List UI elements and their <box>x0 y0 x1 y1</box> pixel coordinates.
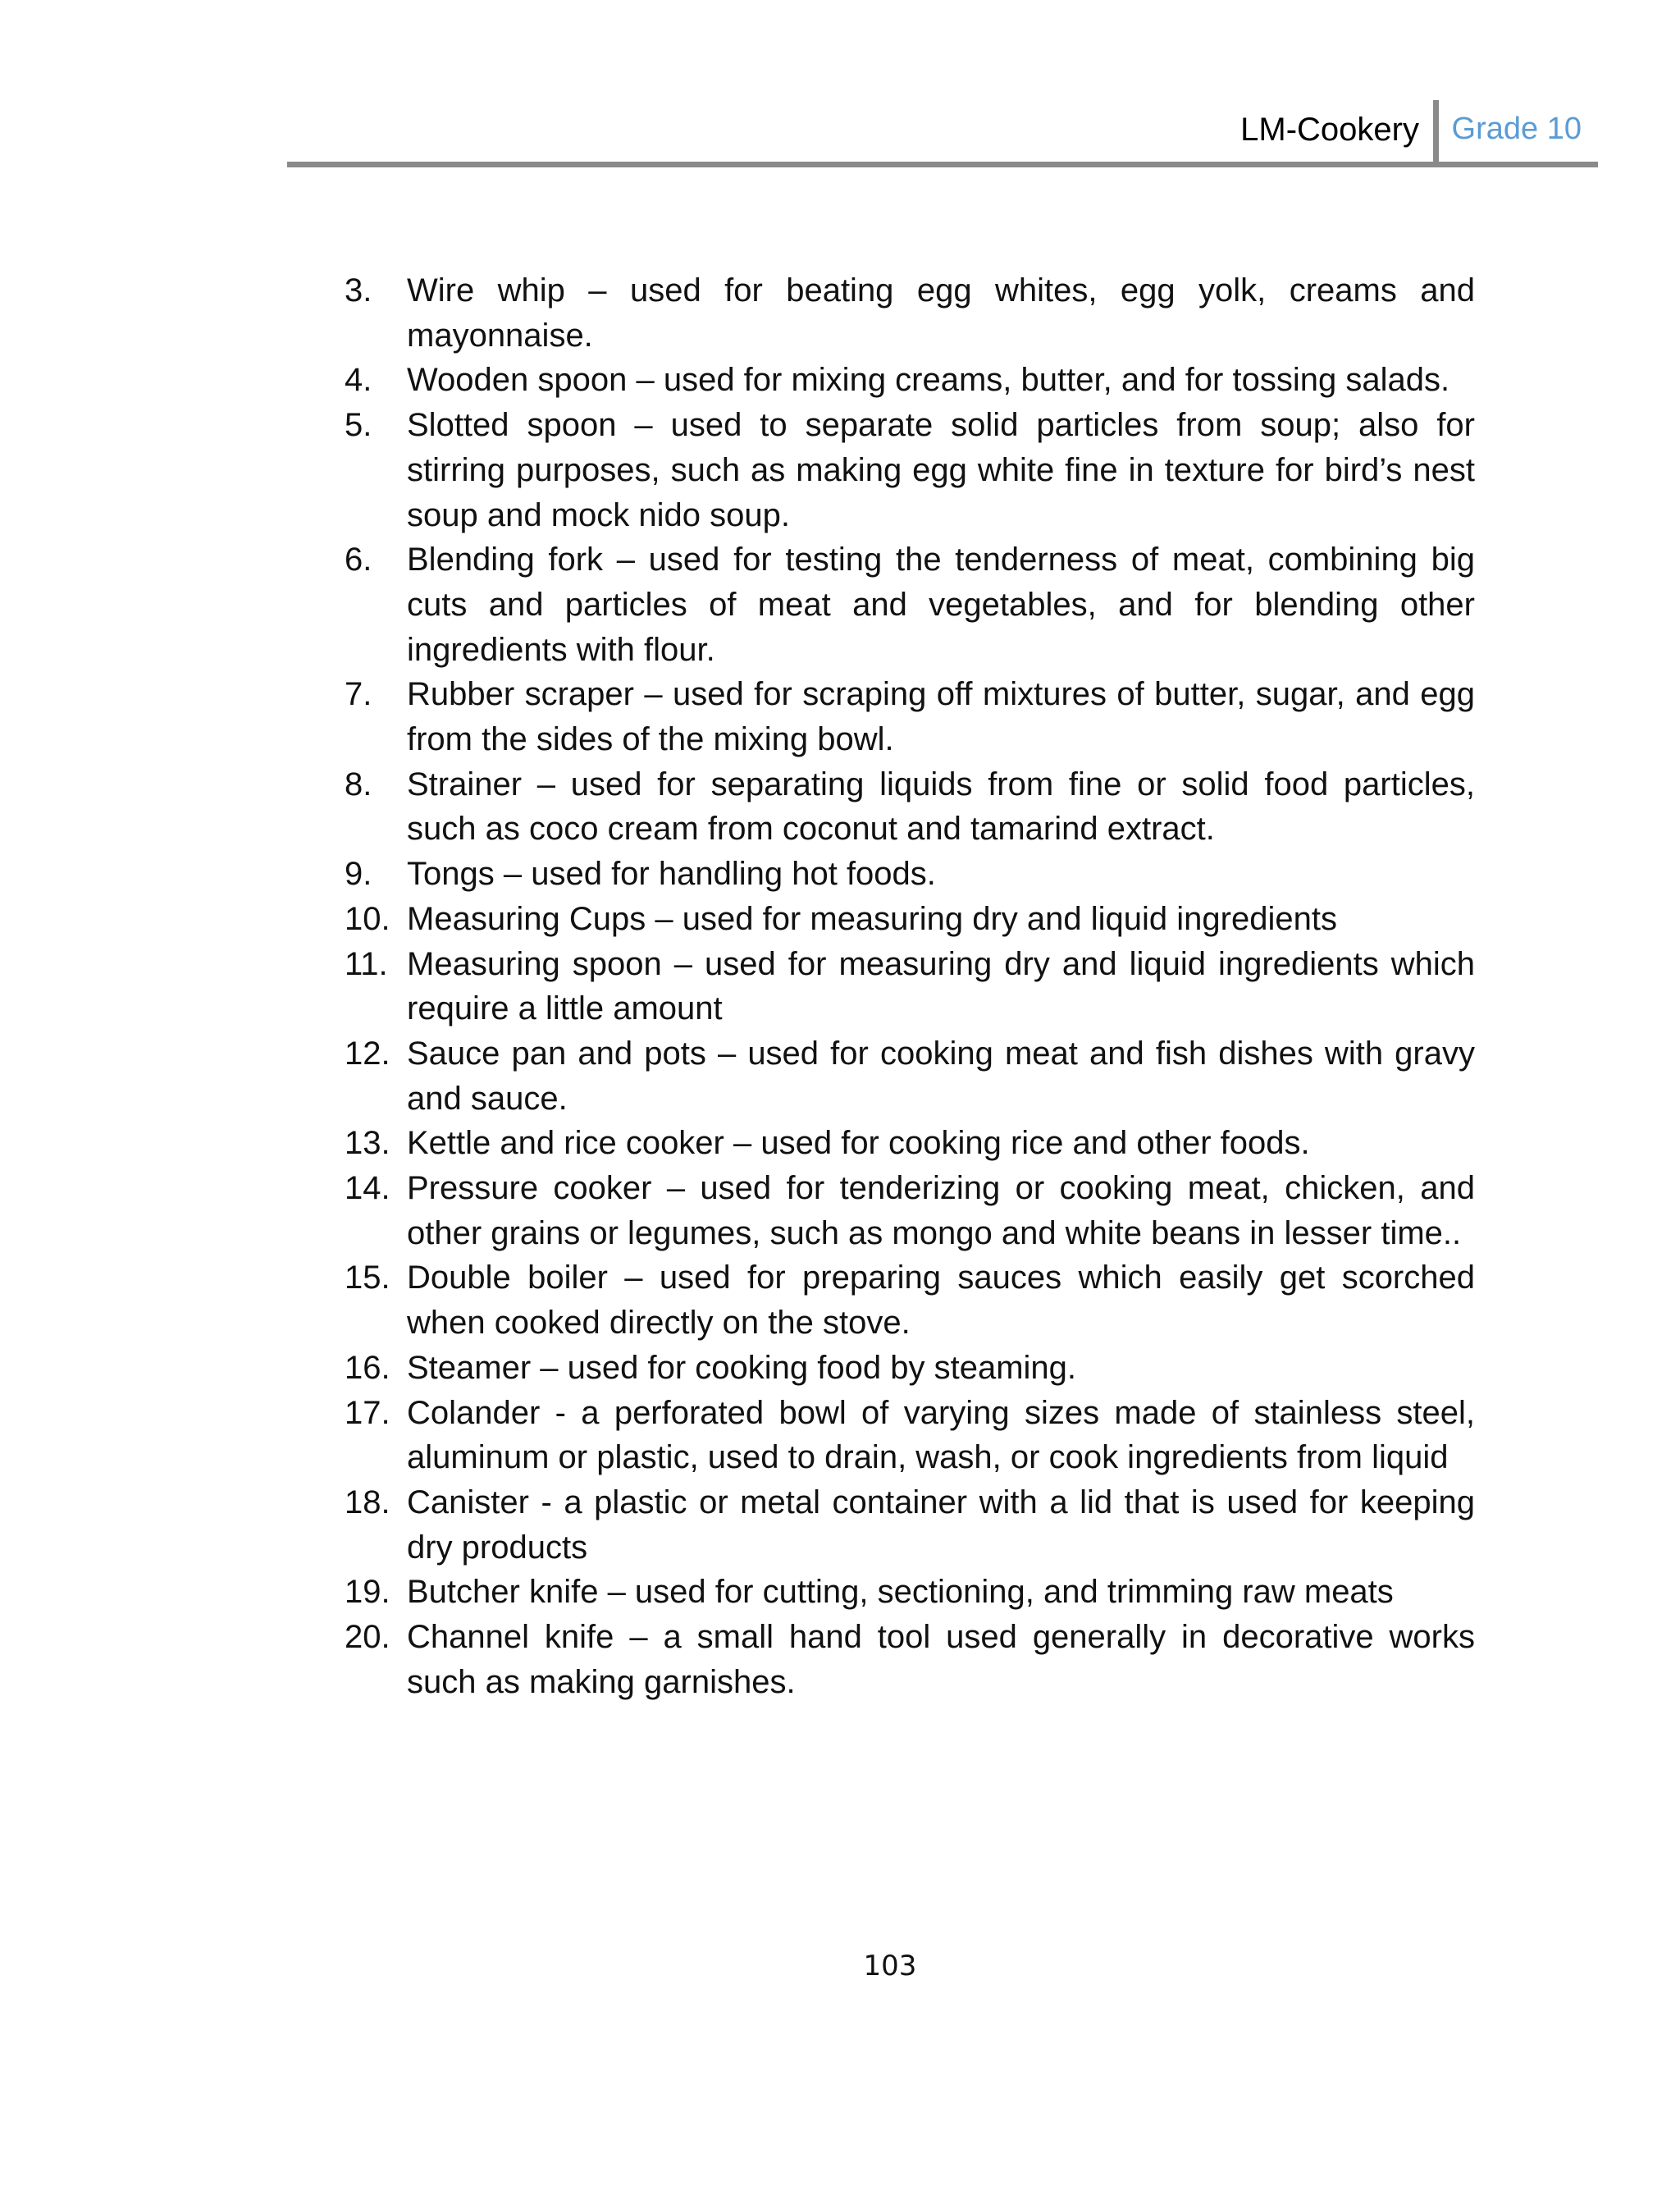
list-item-text: Kettle and rice cooker – used for cooking rice and other foods. <box>407 1125 1310 1162</box>
list-item-text: Double boiler – used for preparing sauces which easily get scorched when cooked directly on the stove. <box>407 1260 1475 1342</box>
list-item-text: Steamer – used for cooking food by steaming. <box>407 1349 1077 1386</box>
page-header <box>287 98 1598 167</box>
list-item <box>345 358 1475 403</box>
list-item-text: Butcher knife – used for cutting, sectioning, and trimming raw meats <box>407 1574 1394 1611</box>
list-item <box>345 1615 1475 1704</box>
list-item-number: 6. <box>345 542 372 578</box>
list-item-text: Wire whip – used for beating egg whites, egg yolk, creams and mayonnaise. <box>407 272 1475 354</box>
list-item-text: Rubber scraper – used for scraping off mixtures of butter, sugar, and egg from the sides of the mixing bowl. <box>407 676 1475 758</box>
list-item <box>345 1031 1475 1121</box>
header-divider <box>1433 100 1439 166</box>
list-item <box>345 672 1475 761</box>
list-item <box>345 1346 1475 1391</box>
list-item-number: 3. <box>345 272 372 309</box>
list-item-text: Strainer – used for separating liquids from fine or solid food particles, such as coco cream from coconut and tamarind extract. <box>407 766 1475 848</box>
list-item-number: 12. <box>345 1035 390 1072</box>
list-item <box>345 852 1475 897</box>
page-number: 103 <box>863 1950 917 1982</box>
header-rule <box>287 162 1598 167</box>
list-item <box>345 403 1475 537</box>
list-item <box>345 1255 1475 1345</box>
list-item-number: 8. <box>345 766 372 802</box>
list-item-text: Slotted spoon – used to separate solid particles from soup; also for stirring purposes, such as making egg white fine in texture for bird’s nest soup and mock nido soup. <box>407 407 1475 533</box>
list-item-number: 11. <box>345 945 388 982</box>
list-item-text: Measuring spoon – used for measuring dry and liquid ingredients which require a little amount <box>407 945 1475 1027</box>
list-item <box>345 537 1475 672</box>
list-item-number: 20. <box>345 1619 390 1656</box>
list-item <box>345 268 1475 358</box>
list-item-number: 16. <box>345 1349 390 1386</box>
list-item-text: Channel knife – a small hand tool used generally in decorative works such as making garnishes. <box>407 1619 1475 1700</box>
list-item <box>345 1570 1475 1615</box>
list-item <box>345 1480 1475 1570</box>
list-item <box>345 897 1475 942</box>
list-item-text: Tongs – used for handling hot foods. <box>407 856 936 893</box>
list-item-text: Blending fork – used for testing the tenderness of meat, combining big cuts and particles of meat and vegetables, and for blending other ingredients with flour. <box>407 542 1475 668</box>
list-item-text: Wooden spoon – used for mixing creams, butter, and for tossing salads. <box>407 362 1450 399</box>
header-grade: Grade 10 <box>1451 112 1582 146</box>
list-item-number: 10. <box>345 900 390 937</box>
list-item-text: Measuring Cups – used for measuring dry and liquid ingredients <box>407 900 1337 937</box>
list-item-number: 15. <box>345 1260 390 1296</box>
list-item-number: 19. <box>345 1574 390 1611</box>
list-item <box>345 1391 1475 1480</box>
header-subject: LM-Cookery <box>1240 112 1419 148</box>
list-item <box>345 762 1475 852</box>
list-item-number: 5. <box>345 407 372 444</box>
list-item <box>345 1121 1475 1166</box>
list-item <box>345 942 1475 1031</box>
list-item-number: 13. <box>345 1125 390 1162</box>
list-item-text: Sauce pan and pots – used for cooking meat and fish dishes with gravy and sauce. <box>407 1035 1475 1117</box>
list-item-number: 9. <box>345 856 372 893</box>
list-item-text: Pressure cooker – used for tenderizing or cooking meat, chicken, and other grains or legumes, such as mongo and white beans in lesser time.. <box>407 1170 1475 1251</box>
list-item-text: Colander - a perforated bowl of varying sizes made of stainless steel, aluminum or plastic, used to drain, wash, or cook ingredients from liquid <box>407 1394 1475 1476</box>
list-item <box>345 1166 1475 1255</box>
page-content <box>345 268 1475 1705</box>
list-item-number: 7. <box>345 676 372 713</box>
list-item-number: 14. <box>345 1170 390 1207</box>
list-item-number: 17. <box>345 1394 390 1431</box>
tool-list <box>345 268 1475 1705</box>
list-item-number: 18. <box>345 1484 390 1520</box>
list-item-text: Canister - a plastic or metal container with a lid that is used for keeping dry products <box>407 1484 1475 1566</box>
list-item-number: 4. <box>345 362 372 399</box>
